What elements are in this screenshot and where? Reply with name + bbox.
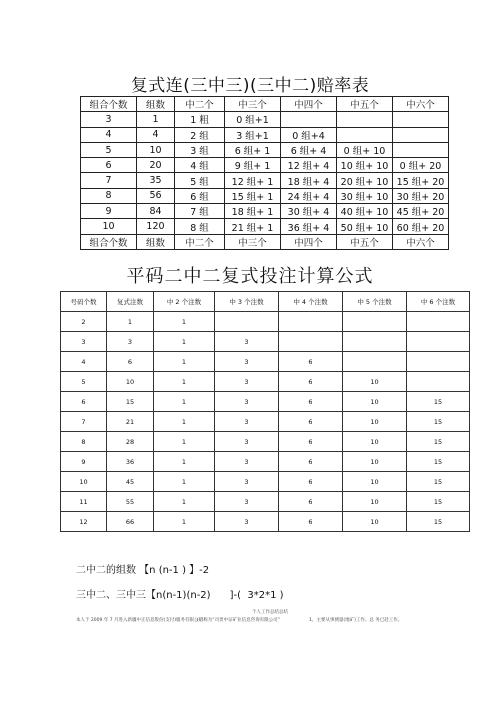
- table-cell: 7: [61, 412, 107, 432]
- table-row: [61, 392, 470, 412]
- table-cell: [393, 112, 449, 127]
- table-cell: 3: [215, 452, 279, 472]
- table-cell: 10: [107, 372, 154, 392]
- table-row: [61, 332, 470, 352]
- table-cell: 2 组: [175, 127, 225, 142]
- table-cell: 8: [61, 432, 107, 452]
- table-cell: 1: [137, 112, 175, 127]
- table-cell: 15: [407, 472, 470, 492]
- table-cell: 0 组+ 20: [393, 158, 449, 173]
- table-cell: 36 组+ 4: [281, 219, 337, 234]
- table-cell: 3: [215, 432, 279, 452]
- table-row: [61, 372, 470, 392]
- formula-three-of-three: 三中二、三中三【n(n-1)(n-2) ]-( 3*2*1 ): [76, 590, 284, 601]
- table-cell: 6: [81, 158, 137, 173]
- column-footer: 中五个: [337, 234, 393, 249]
- table-cell: 1: [154, 492, 215, 512]
- table-row: [61, 452, 470, 472]
- table-cell: [337, 112, 393, 127]
- table-cell: 35: [137, 173, 175, 188]
- table-cell: 1: [154, 432, 215, 452]
- table-row: [61, 432, 470, 452]
- table-cell: 3: [107, 332, 154, 352]
- table-cell: 24 组+ 4: [281, 188, 337, 203]
- table-cell: 12 组+ 4: [281, 158, 337, 173]
- table-cell: 3: [215, 512, 279, 532]
- table-cell: 15: [407, 492, 470, 512]
- table-cell: 8 组: [175, 219, 225, 234]
- table-cell: 15 组+ 1: [225, 188, 281, 203]
- table-cell: 1: [154, 372, 215, 392]
- table-cell: [407, 312, 470, 332]
- table-cell: 20: [137, 158, 175, 173]
- table-cell: 9 组+ 1: [225, 158, 281, 173]
- table-cell: 21: [107, 412, 154, 432]
- table-cell: 6: [61, 392, 107, 412]
- table-cell: [393, 142, 449, 157]
- table-cell: 36: [107, 452, 154, 472]
- table-cell: 4: [81, 127, 137, 142]
- column-footer: 中三个: [225, 234, 281, 249]
- table-cell: 3: [215, 372, 279, 392]
- table-cell: 18 组+ 1: [225, 204, 281, 219]
- column-header: 中 5 个注数: [343, 292, 407, 312]
- bet-count-table-body: [61, 312, 470, 532]
- table-row: [61, 492, 470, 512]
- table-cell: 3: [215, 412, 279, 432]
- table-cell: 3: [215, 472, 279, 492]
- column-header: 中 2 个注数: [154, 292, 215, 312]
- table-cell: 56: [137, 188, 175, 203]
- table-cell: 10: [343, 372, 407, 392]
- footnote-left: 本人于 2009 年 7 月进入新疆中正信息股份(支付)服务有限公司: [76, 618, 204, 623]
- table-row: [61, 472, 470, 492]
- table-cell: 1: [107, 312, 154, 332]
- table-row: [81, 219, 449, 234]
- table-cell: 5 组: [175, 173, 225, 188]
- table-cell: 11: [61, 492, 107, 512]
- table-cell: 10: [343, 512, 407, 532]
- table-cell: 0 组+4: [281, 127, 337, 142]
- table-cell: 10: [81, 219, 137, 234]
- table-cell: 15: [407, 432, 470, 452]
- table-cell: [407, 352, 470, 372]
- table-cell: 3 组: [175, 142, 225, 157]
- table-cell: 40 组+ 10: [337, 204, 393, 219]
- table-row: [81, 142, 449, 157]
- column-header: 中二个: [175, 97, 225, 112]
- table-cell: 2: [61, 312, 107, 332]
- table-cell: 10 组+ 10: [337, 158, 393, 173]
- column-header: 组合个数: [81, 97, 137, 112]
- table-cell: [343, 352, 407, 372]
- table-cell: 9: [61, 452, 107, 472]
- table-cell: 66: [107, 512, 154, 532]
- table-row: [81, 188, 449, 203]
- table-cell: 9: [81, 204, 137, 219]
- table-cell: 4: [61, 352, 107, 372]
- table-cell: 84: [137, 204, 175, 219]
- table-cell: 3: [215, 332, 279, 352]
- table-cell: 45 组+ 20: [393, 204, 449, 219]
- table-cell: 6: [279, 512, 343, 532]
- table-cell: 15: [407, 512, 470, 532]
- table-cell: 1: [154, 412, 215, 432]
- table-cell: 3: [61, 332, 107, 352]
- table-cell: 28: [107, 432, 154, 452]
- column-footer: 中六个: [393, 234, 449, 249]
- table-cell: 3: [215, 352, 279, 372]
- table-cell: [279, 312, 343, 332]
- table-cell: [407, 372, 470, 392]
- table-cell: 6 组+ 4: [281, 142, 337, 157]
- table-cell: 6: [279, 472, 343, 492]
- table-header-row: [81, 97, 449, 112]
- column-header: 中六个: [393, 97, 449, 112]
- rate-table-title: 复式连(三中三)(三中二)赔率表: [130, 76, 370, 96]
- table-cell: 1: [154, 472, 215, 492]
- table-row: [61, 312, 470, 332]
- table-cell: 7 组: [175, 204, 225, 219]
- table-row: [81, 127, 449, 142]
- table-cell: [343, 332, 407, 352]
- table-cell: 10: [343, 452, 407, 472]
- column-header: 中五个: [337, 97, 393, 112]
- table-cell: 1: [154, 512, 215, 532]
- table-cell: 3: [215, 492, 279, 512]
- table-cell: 0 组+1: [225, 112, 281, 127]
- column-header: 组数: [137, 97, 175, 112]
- table-cell: 3: [215, 392, 279, 412]
- table-header-row: [61, 292, 470, 312]
- table-cell: 6: [279, 352, 343, 372]
- table-cell: 6: [279, 372, 343, 392]
- table-cell: 6 组+ 1: [225, 142, 281, 157]
- table-row: [81, 112, 449, 127]
- column-header: 号码个数: [61, 292, 107, 312]
- column-header: 中 3 个注数: [215, 292, 279, 312]
- table-cell: 1: [154, 452, 215, 472]
- table-cell: 1 粗: [175, 112, 225, 127]
- column-footer: 中二个: [175, 234, 225, 249]
- column-footer: 中四个: [281, 234, 337, 249]
- table-cell: 4 组: [175, 158, 225, 173]
- table-cell: 30 组+ 4: [281, 204, 337, 219]
- table-cell: 6 组: [175, 188, 225, 203]
- table-cell: 10: [137, 142, 175, 157]
- table-cell: 12: [61, 512, 107, 532]
- table-cell: 15: [407, 412, 470, 432]
- table-cell: [337, 127, 393, 142]
- table-cell: 8: [81, 188, 137, 203]
- table-cell: 6: [107, 352, 154, 372]
- table-cell: [407, 332, 470, 352]
- table-cell: 0 组+ 10: [337, 142, 393, 157]
- table-cell: 6: [279, 432, 343, 452]
- table-row: [61, 412, 470, 432]
- table-cell: 10: [343, 392, 407, 412]
- table-cell: [279, 332, 343, 352]
- table-cell: [343, 312, 407, 332]
- table-row: [61, 352, 470, 372]
- table-cell: [281, 112, 337, 127]
- table-cell: 50 组+ 10: [337, 219, 393, 234]
- table-row: [81, 158, 449, 173]
- footnote-middle: (后称为“司贵中证矿业信息咨询有限公司”: [197, 618, 280, 623]
- footnote-center: 个人工作总结总结: [252, 610, 288, 615]
- table-cell: [393, 127, 449, 142]
- column-header: 中四个: [281, 97, 337, 112]
- table-cell: 21 组+ 1: [225, 219, 281, 234]
- table-row: [81, 204, 449, 219]
- column-footer: 组数: [137, 234, 175, 249]
- table-cell: 18 组+ 4: [281, 173, 337, 188]
- formula-table-title: 平码二中二复式投注计算公式: [126, 266, 374, 287]
- column-header: 中三个: [225, 97, 281, 112]
- table-cell: 10: [343, 412, 407, 432]
- table-cell: 5: [81, 142, 137, 157]
- table-cell: 20 组+ 10: [337, 173, 393, 188]
- table-cell: 10: [343, 492, 407, 512]
- table-cell: 5: [61, 372, 107, 392]
- column-header: 中 4 个注数: [279, 292, 343, 312]
- table-row: [61, 512, 470, 532]
- table-cell: 30 组+ 10: [337, 188, 393, 203]
- table-cell: 10: [343, 472, 407, 492]
- formula-two-of-two: 二中二的组数 【n (n-1 ) 】-2: [76, 565, 210, 576]
- footnote-right: 1、主要从事测量(地矿)工作。总 务已赴工作。: [309, 618, 403, 623]
- table-cell: 3 组+1: [225, 127, 281, 142]
- table-footer-row: [81, 234, 449, 249]
- table-cell: [215, 312, 279, 332]
- table-cell: 60 组+ 20: [393, 219, 449, 234]
- table-cell: 120: [137, 219, 175, 234]
- table-cell: 7: [81, 173, 137, 188]
- table-cell: 1: [154, 332, 215, 352]
- table-row: [81, 173, 449, 188]
- bet-count-table: [60, 291, 470, 532]
- table-cell: 6: [279, 492, 343, 512]
- table-cell: 55: [107, 492, 154, 512]
- table-cell: 1: [154, 312, 215, 332]
- table-cell: 6: [279, 452, 343, 472]
- table-cell: 45: [107, 472, 154, 492]
- table-cell: 15: [107, 392, 154, 412]
- table-cell: 10: [61, 472, 107, 492]
- table-cell: 6: [279, 412, 343, 432]
- table-cell: 1: [154, 352, 215, 372]
- table-cell: 15: [407, 452, 470, 472]
- table-cell: 15 组+ 20: [393, 173, 449, 188]
- column-header: 复式注数: [107, 292, 154, 312]
- table-cell: 30 组+ 20: [393, 188, 449, 203]
- table-cell: 1: [154, 392, 215, 412]
- column-header: 中 6 个注数: [407, 292, 470, 312]
- table-cell: 15: [407, 392, 470, 412]
- table-cell: 12 组+ 1: [225, 173, 281, 188]
- table-cell: 6: [279, 392, 343, 412]
- table-cell: 3: [81, 112, 137, 127]
- rate-table-body: [81, 112, 449, 234]
- table-cell: 10: [343, 432, 407, 452]
- column-footer: 组合个数: [81, 234, 137, 249]
- rate-table: [80, 96, 449, 250]
- table-cell: 4: [137, 127, 175, 142]
